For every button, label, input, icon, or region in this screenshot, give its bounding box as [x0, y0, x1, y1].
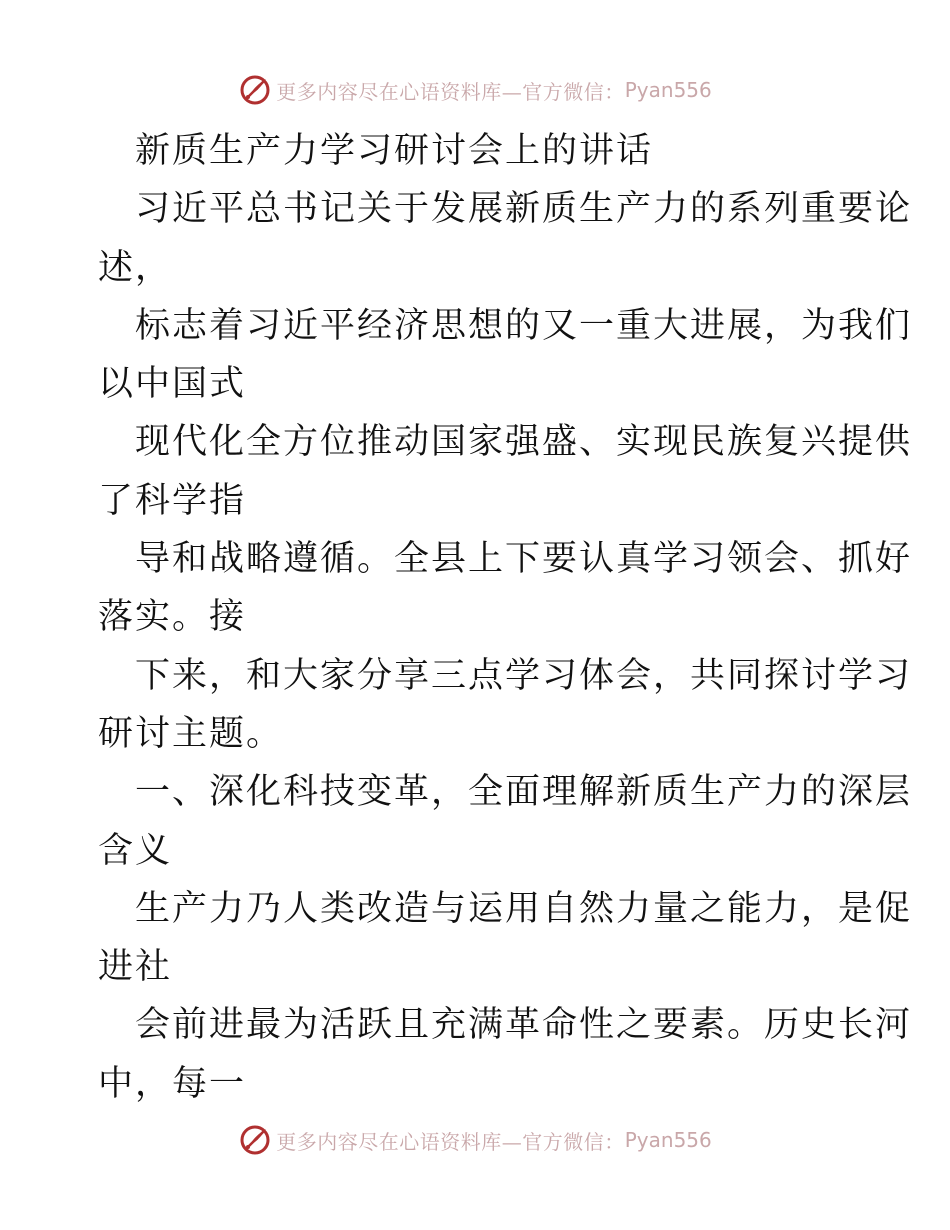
paragraph-line: 生产力乃人类改造与运用自然力量之能力，是促 [135, 888, 913, 929]
paragraph-line: 下来，和大家分享三点学习体会，共同探讨学习 [135, 655, 913, 696]
paragraph-line: 新质生产力学习研讨会上的讲话 [135, 131, 654, 171]
paragraph-line: 标志着习近平经济思想的又一重大进展，为我们 [135, 305, 913, 346]
paragraph-line: 一、深化科技变革，全面理解新质生产力的深层 [135, 772, 913, 813]
paragraph-line: 现代化全方位推动国家强盛、实现民族复兴提供 [135, 422, 913, 463]
watermark-banner-top [0, 70, 950, 110]
quill-logo-icon [238, 1123, 272, 1157]
watermark-wechat-id: Pyan556 [624, 78, 712, 102]
paragraph-line: 研讨主题。 [98, 713, 284, 754]
paragraph-line: 了科学指 [98, 480, 247, 521]
paragraph-line: 会前进最为活跃且充满革命性之要素。历史长河 [135, 1005, 913, 1046]
watermark-wechat-id: Pyan556 [624, 1128, 712, 1152]
paragraph-line: 进社 [98, 947, 173, 988]
paragraph-line: 落实。接 [98, 597, 247, 638]
paragraph-line: 中，每一 [98, 1063, 247, 1104]
watermark-text: 更多内容尽在心语资料库—官方微信： [276, 1129, 625, 1154]
watermark-banner-bottom [0, 1120, 950, 1160]
paragraph-line: 述， [98, 247, 173, 288]
paragraph-line: 含义 [98, 830, 173, 871]
watermark-text: 更多内容尽在心语资料库—官方微信： [276, 79, 625, 104]
paragraph-line: 习近平总书记关于发展新质生产力的系列重要论 [135, 189, 913, 230]
document-body [98, 122, 913, 1113]
paragraph-line: 以中国式 [98, 364, 247, 405]
paragraph-line: 导和战略遵循。全县上下要认真学习领会、抓好 [135, 539, 913, 580]
quill-logo-icon [238, 73, 272, 107]
